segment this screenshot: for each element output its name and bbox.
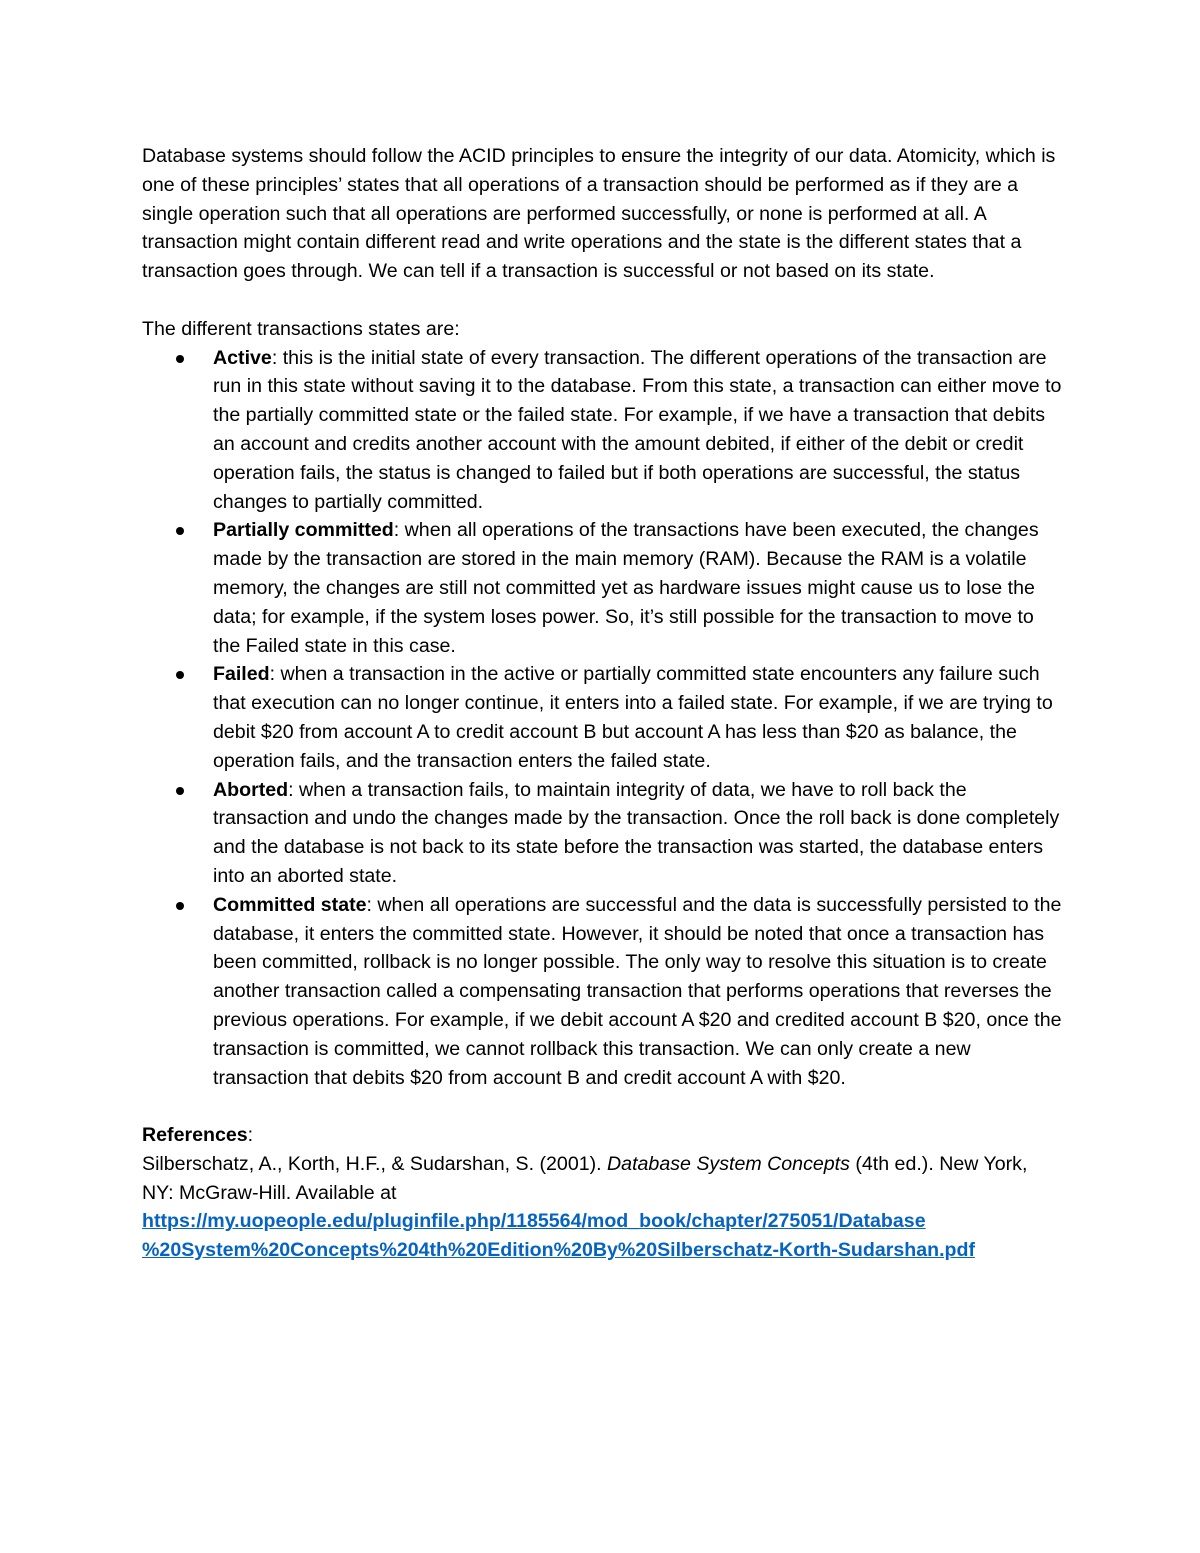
reference-link-line-1[interactable]: https://my.uopeople.edu/pluginfile.php/1185564/mod_book/chapter/275051/Database	[142, 1210, 926, 1233]
state-description: : when a transaction in the active or partially committed state encounters any failure such that execution can no longer continue, it enters into a failed state. For example, if we are trying to debit $20 from account A to credit account B but account A has less than $20 as balance, the operation fails, and the transaction enters the failed state.	[213, 663, 1053, 772]
bullet-icon	[176, 671, 184, 679]
document-body	[142, 142, 1062, 1265]
citation-rest: (4th ed.). New York, NY: McGraw-Hill. Available at	[142, 1152, 1028, 1204]
transaction-states-list	[142, 344, 1062, 1093]
reference-citation	[142, 1150, 1062, 1208]
list-item-committed-state	[142, 891, 1062, 1093]
state-term: Active	[213, 346, 272, 369]
citation-authors: Silberschatz, A., Korth, H.F., & Sudarshan, S. (2001).	[142, 1152, 608, 1175]
state-description: : when all operations of the transactions have been executed, the changes made by the transaction are stored in the main memory (RAM). Because the RAM is a volatile memory, the changes are still not committed yet as hardware issues might cause us to lose the data; for example, if the system loses power. So, it’s still possible for the transaction to move to the Failed state in this case.	[213, 519, 1039, 657]
bullet-icon	[176, 355, 184, 363]
bullet-icon	[176, 902, 184, 910]
references-section	[142, 1121, 1062, 1265]
citation-book-title: Database System Concepts	[607, 1152, 850, 1175]
list-item-aborted	[142, 776, 1062, 891]
state-term: Partially committed	[213, 519, 394, 542]
bullet-icon	[176, 527, 184, 535]
state-description: : when all operations are successful and the data is successfully persisted to the database, it enters the committed state. However, it should be noted that once a transaction has been committed, rollback is no longer possible. The only way to resolve this situation is to create another transaction called a compensating transaction that performs operations that reverses the previous operations. For example, if we debit account A $20 and credited account B $20, once the transaction is committed, we cannot rollback this transaction. We can only create a new transaction that debits $20 from account B and credit account A with $20.	[213, 893, 1062, 1089]
intro-paragraph: Database systems should follow the ACID principles to ensure the integrity of our data. Atomicity, which is one of these principles’ states that all operations of a transaction should be performed as if they are a single operation such that all operations are performed successfully, or none is performed at all. A transaction might contain different read and write operations and the state is the different states that a transaction goes through. We can tell if a transaction is successful or not based on its state.	[142, 145, 1056, 283]
state-description: : when a transaction fails, to maintain integrity of data, we have to roll back the transaction and undo the changes made by the transaction. Once the roll back is done completely and the database is not back to its state before the transaction was started, the database enters into an aborted state.	[213, 778, 1060, 887]
state-term: Committed state	[213, 893, 367, 916]
state-term: Aborted	[213, 778, 289, 801]
reference-link[interactable]	[142, 1207, 1062, 1265]
reference-link-line-2[interactable]: %20System%20Concepts%204th%20Edition%20By%20Silberschatz-Korth-Sudarshan.pdf	[142, 1239, 975, 1262]
bullet-icon	[176, 787, 184, 795]
references-heading: References :	[142, 1121, 1062, 1150]
state-description: : this is the initial state of every transaction. The different operations of the transaction are run in this state without saving it to the database. From this state, a transaction can either move to the partially committed state or the failed state. For example, if we have a transaction that debits an account and credits another account with the amount debited, if either of the debit or credit operation fails, the status is changed to failed but if both operations are successful, the status changes to partially committed.	[213, 346, 1062, 513]
list-item-active	[142, 344, 1062, 517]
list-item-failed	[142, 660, 1062, 775]
states-heading: The different transactions states are:	[142, 317, 460, 340]
list-item-partially-committed	[142, 516, 1062, 660]
state-term: Failed	[213, 663, 270, 686]
